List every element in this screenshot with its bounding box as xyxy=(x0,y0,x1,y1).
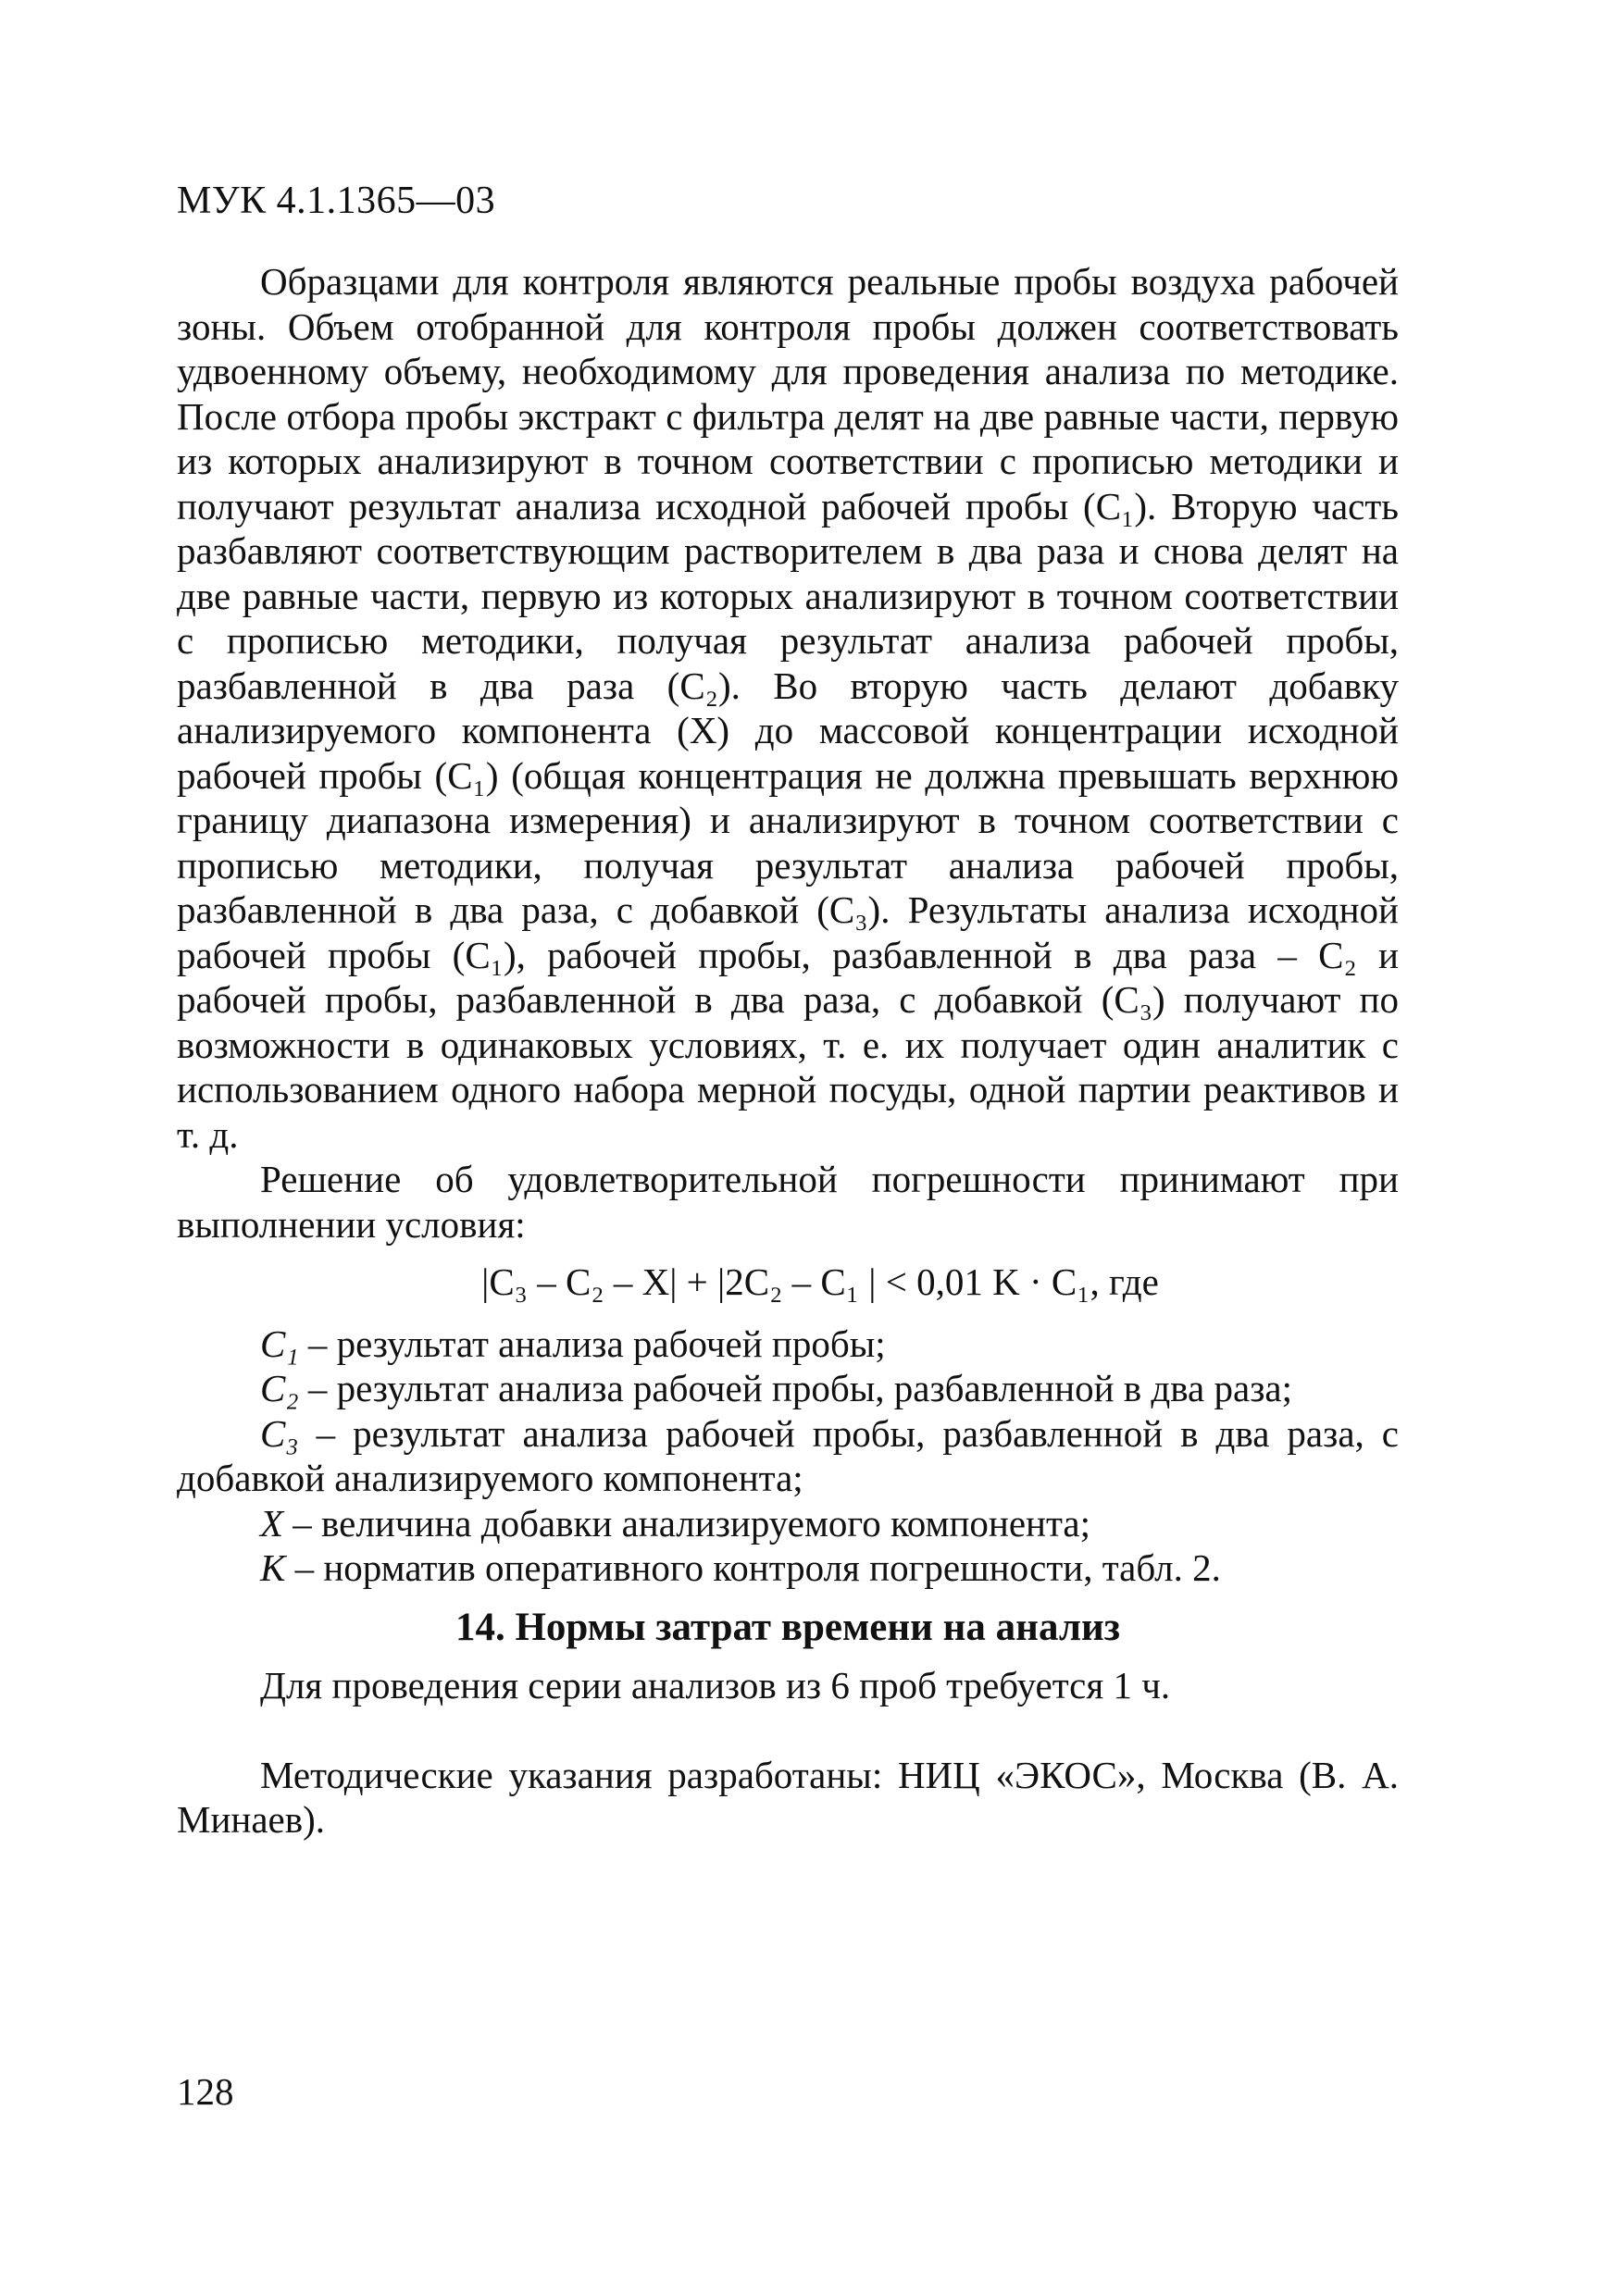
definition-text: – результат анализа рабочей пробы, разбавленной в два раза, с добавкой анализируемого компонента; xyxy=(177,1411,1399,1499)
definition-c2 xyxy=(177,1366,1399,1411)
definition-symbol: C₃ xyxy=(260,1411,299,1455)
paragraph-authors-note: Методические указания разработаны: НИЦ «ЭКОС», Москва (В. А. Минаев). xyxy=(177,1753,1399,1841)
main-text-block xyxy=(177,259,1399,1843)
definition-k xyxy=(177,1545,1399,1591)
definition-c1 xyxy=(177,1322,1399,1367)
definition-symbol: X xyxy=(260,1501,284,1545)
paragraph-time-norms: Для проведения серии анализов из 6 проб требуется 1 ч. xyxy=(260,1664,1171,1706)
definition-text: – величина добавки анализируемого компонента; xyxy=(283,1501,1090,1545)
definition-c3 xyxy=(177,1411,1399,1501)
paragraph-control-samples: Образцами для контроля являются реальные пробы воздуха рабочей зоны. Объем отобранной для контроля пробы должен соответствовать удвоенному объему, необходимому для проведения анализа по методике. После отбора пробы экстракт с фильтра делят на две равные части, первую из которых анализируют в точном соответствии с прописью методики и получают результат анализа исходной рабочей пробы (C₁). Вторую часть разбавляют соответствующим растворителем в два раза и снова делят на две равные части, первую из которых анализируют в точном соответствии с прописью методики, получая результат анализа рабочей пробы, разбавленной в два раза (C₂). Во вторую часть делают добавку анализируемого компонента (X) до массовой концентрации исходной рабочей пробы (C₁) (общая концентрация не должна превышать верхнюю границу диапазона измерения) и анализируют в точном соответствии с прописью методики, получая результат анализа рабочей пробы, разбавленной в два раза, с добавкой (C₃). Результаты анализа исходной рабочей пробы (C₁), рабочей пробы, разбавленной в два раза – C₂ и рабочей пробы, разбавленной в два раза, с добавкой (C₃) получают по возможности в одинаковых условиях, т. е. их получает один аналитик с использованием одного набора мерной посуды, одной партии реактивов и т. д. xyxy=(177,260,1399,1156)
document-code-header: МУК 4.1.1365—03 xyxy=(177,180,496,222)
page-number: 128 xyxy=(177,2070,234,2113)
definition-symbol: C₁ xyxy=(260,1322,299,1365)
definition-text: – результат анализа рабочей пробы; xyxy=(298,1322,886,1365)
section-title-time-norms: 14. Нормы затрат времени на анализ xyxy=(455,1605,1121,1649)
formula-condition: |C₃ – C₂ – X| + |2C₂ – C₁ | < 0,01 K · C₁, где xyxy=(481,1260,1159,1303)
definition-text: – результат анализа рабочей пробы, разбавленной в два раза; xyxy=(298,1367,1292,1409)
definition-x xyxy=(177,1501,1399,1546)
definition-symbol: C₂ xyxy=(260,1367,299,1409)
definition-text: – норматив оперативного контроля погрешности, табл. 2. xyxy=(285,1546,1221,1589)
paragraph-decision-condition: Решение об удовлетворительной погрешности принимают при выполнении условия: xyxy=(177,1158,1399,1246)
definition-symbol: K xyxy=(260,1546,286,1589)
